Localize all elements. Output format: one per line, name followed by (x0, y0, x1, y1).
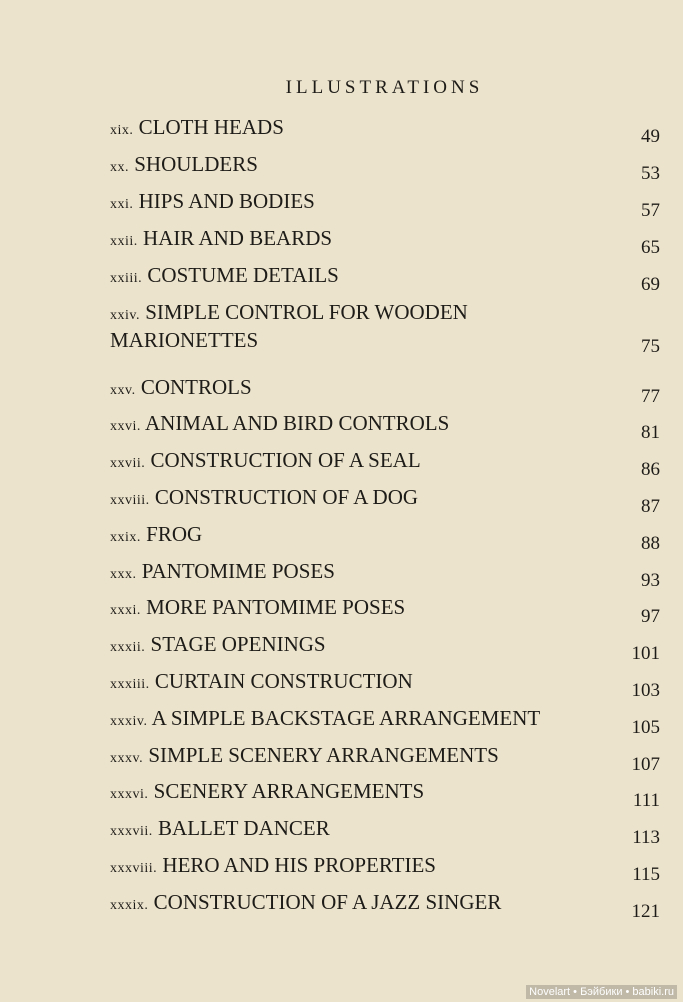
list-item (110, 853, 660, 885)
entry-page-number: 113 (632, 827, 660, 848)
entry-page-number: 105 (631, 717, 660, 738)
list-item (110, 226, 660, 258)
entry-title-text: FROG (146, 522, 203, 546)
entry-title (110, 853, 660, 881)
entry-numeral: xxii. (110, 234, 138, 249)
entry-page-number: 101 (631, 643, 660, 664)
entry-title-text: HERO AND HIS PROPERTIES (162, 853, 436, 877)
entry-numeral: xxx. (110, 567, 137, 582)
entry-numeral: xxv. (110, 383, 136, 398)
entry-numeral: xxxi. (110, 603, 141, 618)
list-item (110, 152, 660, 184)
entry-title-text: CONSTRUCTION OF A JAZZ SINGER (153, 890, 502, 914)
entry-page-number: 97 (641, 606, 660, 627)
entry-page-number: 75 (641, 336, 660, 357)
entry-numeral: xxvii. (110, 456, 146, 471)
entry-page-number: 115 (632, 864, 660, 885)
entry-title-text: CURTAIN CONSTRUCTION (154, 669, 413, 693)
entry-page-number: 69 (641, 274, 660, 295)
entry-title-text: PANTOMIME POSES (141, 559, 335, 583)
entry-title-text: SHOULDERS (134, 152, 258, 176)
list-item (110, 743, 660, 775)
list-item (110, 522, 660, 554)
list-item (110, 448, 660, 480)
entry-page-number: 87 (641, 496, 660, 517)
list-item (110, 189, 660, 221)
entry-page-number: 77 (641, 386, 660, 407)
entry-page-number: 81 (641, 422, 660, 443)
entry-title (110, 375, 660, 403)
entry-title (110, 706, 660, 734)
entry-numeral: xxiv. (110, 308, 140, 323)
entry-numeral: xxiii. (110, 271, 143, 286)
entry-numeral: xxviii. (110, 493, 150, 508)
entry-title-text: SCENERY ARRANGEMENTS (153, 779, 425, 803)
entry-title-text: CLOTH HEADS (138, 115, 284, 139)
list-item (110, 300, 660, 357)
entry-numeral: xx. (110, 160, 129, 175)
entry-page-number: 65 (641, 237, 660, 258)
entry-numeral: xxvi. (110, 419, 141, 434)
entry-title (110, 226, 660, 254)
entry-page-number: 111 (632, 790, 660, 811)
entry-numeral: xxxiii. (110, 677, 150, 692)
entry-title-text: MORE PANTOMIME POSES (146, 595, 406, 619)
list-item (110, 375, 660, 407)
list-item (110, 115, 660, 147)
entry-title (110, 152, 660, 180)
entry-title (110, 669, 660, 697)
list-item (110, 595, 660, 627)
entry-numeral: xxxix. (110, 898, 149, 913)
entry-title-text: CONSTRUCTION OF A DOG (154, 485, 419, 509)
entry-numeral: xxi. (110, 197, 134, 212)
entry-title (110, 448, 660, 476)
entry-numeral: xxxvi. (110, 787, 149, 802)
entry-title-text: SIMPLE SCENERY ARRANGEMENTS (148, 743, 499, 767)
entry-page-number: 88 (641, 533, 660, 554)
list-item (110, 559, 660, 591)
entry-numeral: xix. (110, 123, 134, 138)
list-item (110, 263, 660, 295)
entry-numeral: xxxii. (110, 640, 146, 655)
entry-title-text: ANIMAL AND BIRD CONTROLS (144, 411, 450, 435)
entry-page-number: 107 (631, 754, 660, 775)
entry-title (110, 559, 660, 587)
entry-title-text: A SIMPLE BACKSTAGE ARRANGEMENT (151, 706, 541, 730)
entry-title (110, 189, 660, 217)
entry-title (110, 522, 660, 550)
entry-title (110, 779, 660, 807)
entry-title-text: HAIR AND BEARDS (143, 226, 333, 250)
entry-numeral: xxxvii. (110, 824, 153, 839)
entry-title (110, 411, 660, 439)
watermark: Novelart • Бэйбики • babiki.ru (526, 985, 677, 999)
list-item (110, 632, 660, 664)
entry-numeral: xxxv. (110, 751, 144, 766)
list-item (110, 411, 660, 443)
list-item (110, 890, 660, 922)
list-item (110, 669, 660, 701)
entry-title-text: CONSTRUCTION OF A SEAL (150, 448, 421, 472)
entry-title-text: HIPS AND BODIES (138, 189, 315, 213)
entry-numeral: xxix. (110, 530, 141, 545)
entry-page-number: 93 (641, 570, 660, 591)
entry-title (110, 743, 660, 771)
entry-page-number: 121 (631, 901, 660, 922)
list-item (110, 816, 660, 848)
entry-page-number: 86 (641, 459, 660, 480)
entry-numeral: xxxviii. (110, 861, 158, 876)
list-item (110, 485, 660, 517)
entry-title-text: SIMPLE CONTROL FOR WOODEN MARIONETTES (110, 300, 468, 352)
entry-title-text: BALLET DANCER (158, 816, 330, 840)
entry-title (110, 890, 660, 918)
entry-title-text: COSTUME DETAILS (147, 263, 339, 287)
entry-title (110, 816, 660, 844)
entry-page-number: 53 (641, 163, 660, 184)
entry-title-text: STAGE OPENINGS (150, 632, 326, 656)
entry-page-number: 103 (631, 680, 660, 701)
entry-title (110, 263, 660, 291)
entry-title (110, 632, 660, 660)
entry-title (110, 595, 660, 623)
page-title: ILLUSTRATIONS (285, 77, 484, 98)
list-item (110, 779, 660, 811)
list-item (110, 706, 660, 738)
entry-title (110, 115, 660, 143)
entry-title (110, 300, 600, 353)
entry-page-number: 57 (641, 200, 660, 221)
entry-title-text: CONTROLS (140, 375, 252, 399)
entry-page-number: 49 (641, 126, 660, 147)
entry-title (110, 485, 660, 513)
entry-numeral: xxxiv. (110, 714, 148, 729)
